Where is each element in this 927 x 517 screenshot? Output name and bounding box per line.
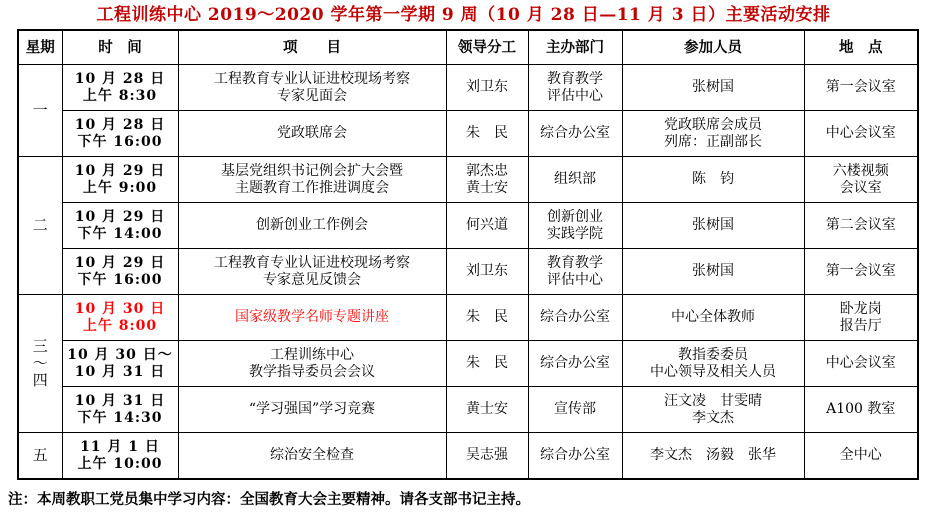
participants-line: 列席：正副部长 xyxy=(664,133,762,150)
time-line: 10 月 30 日～ xyxy=(67,346,173,363)
time-line: 10 月 28 日 xyxy=(74,116,166,133)
item-line: 工程训练中心 xyxy=(270,346,354,363)
header-dept: 主办部门 xyxy=(528,30,622,65)
location-line: 全中心 xyxy=(839,447,882,463)
location-cell xyxy=(804,65,918,111)
participants-cell xyxy=(622,249,804,295)
dept-line: 创新创业 xyxy=(547,208,603,225)
dept-cell xyxy=(528,387,622,433)
time-line: 10 月 29 日 xyxy=(74,254,166,271)
item-cell xyxy=(178,65,446,111)
time-cell xyxy=(62,341,178,387)
time-line: 10 月 28 日 xyxy=(74,70,166,87)
participants-line: 中心领导及相关人员 xyxy=(650,363,776,380)
table-row xyxy=(18,157,918,203)
participants-line: 张树国 xyxy=(692,79,734,95)
time-cell xyxy=(62,65,178,111)
location-cell xyxy=(804,341,918,387)
location-cell xyxy=(804,295,918,341)
participants-line: 李文杰 汤毅 张华 xyxy=(650,447,776,463)
leader-cell: 吴志强 xyxy=(446,433,528,480)
item-line: 基层党组织书记例会扩大会暨 xyxy=(221,162,403,179)
participants-line: 李文杰 xyxy=(692,409,734,426)
item-line: 教学指导委员会会议 xyxy=(249,363,375,380)
location-cell xyxy=(804,111,918,157)
participants-line: 张树国 xyxy=(692,263,734,279)
time-line: 10 月 31 日 xyxy=(74,363,166,380)
dept-line: 综合办公室 xyxy=(540,125,610,141)
leader-cell: 朱 民 xyxy=(446,341,528,387)
leader-cell: 刘卫东 xyxy=(446,65,528,111)
participants-line: 汪文凌 甘雯晴 xyxy=(664,392,762,409)
location-line: 卧龙岗 xyxy=(839,300,882,317)
time-line: 11 月 1 日 xyxy=(80,438,160,455)
item-cell xyxy=(178,111,446,157)
item-cell xyxy=(178,433,446,480)
item-line: “学习强国”学习竞赛 xyxy=(248,401,376,417)
table-row xyxy=(18,249,918,295)
leader-cell: 黄士安 xyxy=(446,387,528,433)
time-cell-highlighted xyxy=(62,295,178,341)
location-cell xyxy=(804,433,918,480)
participants-line: 党政联席会成员 xyxy=(664,116,762,133)
participants-line: 张树国 xyxy=(692,217,734,233)
item-line: 国家级教学名师专题讲座 xyxy=(235,309,389,325)
weekday-line: ～ xyxy=(32,354,48,372)
time-cell xyxy=(62,249,178,295)
time-line: 上午 10:00 xyxy=(77,455,163,472)
weekday-cell-mon: 一 xyxy=(18,65,62,157)
time-cell xyxy=(62,157,178,203)
table-row xyxy=(18,433,918,480)
table-row xyxy=(18,203,918,249)
header-item: 项 目 xyxy=(178,30,446,65)
participants-cell xyxy=(622,433,804,480)
dept-cell xyxy=(528,203,622,249)
footnote: 注：本周教职工党员集中学习内容：全国教育大会主要精神。请各支部书记主持。 xyxy=(8,491,530,508)
header-location: 地 点 xyxy=(804,30,918,65)
item-line: 综治安全检查 xyxy=(270,447,354,463)
location-cell xyxy=(804,157,918,203)
dept-line: 综合办公室 xyxy=(540,447,610,463)
participants-cell xyxy=(622,341,804,387)
dept-line: 评估中心 xyxy=(547,87,603,104)
time-line: 下午 14:00 xyxy=(77,225,163,242)
location-line: 第一会议室 xyxy=(825,263,896,279)
table-row xyxy=(18,295,918,341)
location-line: 会议室 xyxy=(839,179,882,196)
time-cell xyxy=(62,387,178,433)
time-line: 上午 8:00 xyxy=(82,317,158,334)
time-line: 上午 8:30 xyxy=(82,87,158,104)
participants-cell xyxy=(622,203,804,249)
dept-line: 教育教学 xyxy=(547,70,603,87)
location-line: 第一会议室 xyxy=(825,79,896,95)
header-time: 时 间 xyxy=(62,30,178,65)
dept-cell xyxy=(528,111,622,157)
dept-line: 宣传部 xyxy=(554,401,596,417)
location-line: A100 教室 xyxy=(826,401,896,417)
participants-cell xyxy=(622,111,804,157)
header-leader: 领导分工 xyxy=(446,30,528,65)
table-row xyxy=(18,111,918,157)
dept-cell xyxy=(528,341,622,387)
weekday-line: 四 xyxy=(32,371,48,389)
dept-line: 组织部 xyxy=(554,171,596,187)
time-line: 下午 16:00 xyxy=(77,133,163,150)
dept-line: 实践学院 xyxy=(547,225,603,242)
location-line: 六楼视频 xyxy=(832,162,889,179)
page-title: 工程训练中心 2019～2020 学年第一学期 9 周（10 月 28 日—11 月 3 日）主要活动安排 xyxy=(96,5,831,25)
time-line: 10 月 29 日 xyxy=(74,162,166,179)
item-line: 工程教育专业认证进校现场考察 xyxy=(214,254,410,271)
time-line: 10 月 31 日 xyxy=(74,392,166,409)
weekday-cell-wed-thu xyxy=(18,295,62,433)
location-line: 报告厅 xyxy=(839,317,882,334)
item-line: 专家意见反馈会 xyxy=(263,271,361,288)
participants-cell xyxy=(622,295,804,341)
leader-cell: 何兴道 xyxy=(446,203,528,249)
location-line: 中心会议室 xyxy=(825,355,896,371)
participants-line: 教指委委员 xyxy=(678,346,748,363)
time-line: 上午 9:00 xyxy=(82,179,158,196)
time-line: 下午 14:30 xyxy=(77,409,163,426)
time-line: 10 月 30 日 xyxy=(74,300,166,317)
weekday-cell-tue: 二 xyxy=(18,157,62,295)
location-cell xyxy=(804,249,918,295)
item-line: 党政联席会 xyxy=(277,125,347,141)
location-cell xyxy=(804,387,918,433)
participants-cell xyxy=(622,157,804,203)
dept-line: 综合办公室 xyxy=(540,309,610,325)
item-cell xyxy=(178,387,446,433)
location-line: 中心会议室 xyxy=(825,125,896,141)
header-weekday: 星期 xyxy=(18,30,62,65)
item-cell xyxy=(178,249,446,295)
item-cell xyxy=(178,341,446,387)
dept-line: 综合办公室 xyxy=(540,355,610,371)
item-line: 工程教育专业认证进校现场考察 xyxy=(214,70,410,87)
item-line: 主题教育工作推进调度会 xyxy=(235,179,389,196)
dept-cell xyxy=(528,433,622,480)
participants-cell xyxy=(622,387,804,433)
location-line: 第二会议室 xyxy=(825,217,896,233)
time-cell xyxy=(62,111,178,157)
dept-cell xyxy=(528,65,622,111)
time-line: 10 月 29 日 xyxy=(74,208,166,225)
dept-cell xyxy=(528,157,622,203)
leader-cell: 朱 民 xyxy=(446,295,528,341)
header-participants: 参加人员 xyxy=(622,30,804,65)
header-row xyxy=(18,30,918,65)
participants-cell xyxy=(622,65,804,111)
table-row xyxy=(18,65,918,111)
item-cell-highlighted xyxy=(178,295,446,341)
table-row xyxy=(18,341,918,387)
table-row xyxy=(18,387,918,433)
leader-cell: 朱 民 xyxy=(446,111,528,157)
dept-line: 教育教学 xyxy=(547,254,603,271)
dept-cell xyxy=(528,295,622,341)
leader-cell: 郭杰忠 黄士安 xyxy=(446,157,528,203)
weekday-cell-fri: 五 xyxy=(18,433,62,480)
dept-line: 评估中心 xyxy=(547,271,603,288)
leader-cell: 刘卫东 xyxy=(446,249,528,295)
participants-line: 中心全体教师 xyxy=(671,309,755,325)
location-cell xyxy=(804,203,918,249)
schedule-table xyxy=(17,29,919,480)
weekday-line: 三 xyxy=(32,337,48,355)
time-line: 下午 16:00 xyxy=(77,271,163,288)
item-line: 创新创业工作例会 xyxy=(256,217,368,233)
item-cell xyxy=(178,157,446,203)
time-cell xyxy=(62,433,178,480)
time-cell xyxy=(62,203,178,249)
participants-line: 陈 钧 xyxy=(692,171,734,187)
item-line: 专家见面会 xyxy=(277,87,347,104)
dept-cell xyxy=(528,249,622,295)
item-cell xyxy=(178,203,446,249)
